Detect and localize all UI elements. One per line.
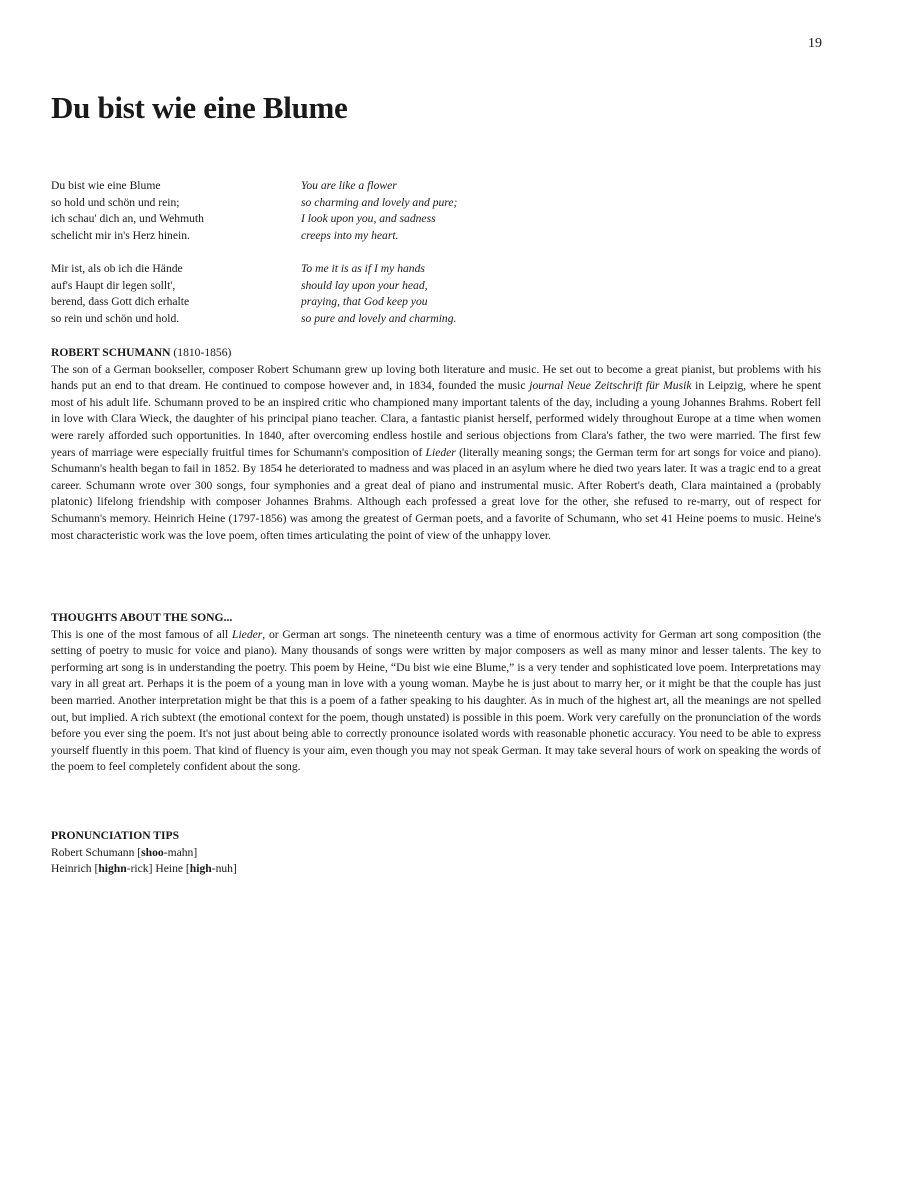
section-heading [51,345,821,362]
composer-bio-section [51,345,821,544]
thoughts-text: , or German art songs. The nineteenth century was a time of enormous activity for German art song composition (the setting of poetry to music for voice and piano). Many thousands of songs were written by major composers as well as many minor and lesser talents. The key to performing art song is in understanding the poetry. This poem by Heine, “Du bist wie eine Blume,” is a very tender and sophisticated love poem. Interpretations may vary in all great art. Perhaps it is the poem of a young man in love with a young woman. Maybe he is just about to marry her, or it might be that the couple has just been married. Another interpretation might be that this is a poem of a father speaking to his daughter. As in much of the highest art, all the meanings are not spelled out, but implied. A rich subtext (the emotional context for the poem, though unstated) is possible in this poem. Work very carefully on the pronunciation of the words before you ever sing the poem. It's not just about being able to correctly pronounce isolated words with reasonable phonetic accuracy. You need to be able to express yourself fluently in this poem. That kind of fluency is your aim, even though you may not speak German. It may take several hours of work on speaking the words of the poem to feel completely confident about the song. [51,627,821,774]
section-heading: PRONUNCIATION TIPS [51,829,180,842]
pron-text: Heinrich [ [51,862,99,876]
poem-line: berend, dass Gott dich erhalte [51,295,190,308]
page-title: Du bist wie eine Blume [51,90,348,125]
pron-text: -nuh] [211,862,237,876]
poem-line: Mir ist, als ob ich die Hände [51,262,183,275]
poem-line: praying, that God keep you [301,295,428,308]
poem-english [301,178,561,344]
bio-text: (literally meaning songs; the German term for art songs for voice and piano). Schumann's health began to fail in 1852. By 1854 he deteriorated to madness and was placed in an asylum where he died two years later. It was a tragic end to a great career. Schumann wrote over 300 songs, four symphonies and a great deal of piano and instrumental music. After Robert's death, Clara maintained a (probably platonic) lifelong friendship with composer Johannes Brahms. Although each professed a great love for the other, she refused to re-marry, out of respect for Schumann's memory. Heinrich Heine (1797-1856) was among the greatest of German poets, and a favorite of Schumann, who set 41 Heine poems to music. Heine's most characteristic work was the love poem, often times articulating the point of view of the unhappy lover. [51,445,822,542]
poem-stanza [301,178,561,244]
journal-title: journal Neue Zeitschrift für Musik [529,379,692,393]
lieder-term: Lieder [425,445,456,459]
pron-text: Robert Schumann [ [51,845,142,859]
thoughts-paragraph [51,627,821,776]
pronunciation-line [51,845,821,862]
poem-line: I look upon you, and sadness [301,212,436,225]
pron-text: -rick] Heine [ [126,862,190,876]
pronunciation-section [51,828,821,878]
poem-line: auf's Haupt dir legen sollt', [51,278,176,292]
poem-stanza [301,261,561,327]
poem-line: To me it is as if I my hands [301,262,425,275]
stressed-syllable: high [189,862,212,876]
thoughts-text: This is one of the most famous of all [51,627,232,641]
poem-line: schelicht mir in's Herz hinein. [51,228,190,242]
bio-text: in Leipzig, where he spent most of his adult life. Schumann proved to be an inspired critic who championed many important talents of the day, including a young Johannes Brahms. Robert fell in love with Clara Wieck, the daughter of his principal piano teacher. Clara, a fantastic pianist herself, performed widely throughout Europe at a time when women were rarely afforded such opportunities. In 1840, after overcoming endless hostile and serious objections from Clara's father, the two were married. The first few years of marriage were especially fruitful times for Schumann's composition of [51,379,821,459]
pronunciation-line [51,861,821,878]
poem-stanza [51,178,311,244]
lieder-term: Lieder [232,627,263,641]
bio-text: The son of a German bookseller, composer Robert Schumann grew up loving both literature and music. He set out to become a great pianist, but problems with his hands put an end to that dream. He continued to compose however and, in 1834, founded the music [51,362,821,393]
poem-line: so rein und schön und hold. [51,311,180,325]
page-number: 19 [808,36,822,51]
poem-line: You are like a flower [301,179,397,192]
bio-heading: ROBERT SCHUMANN [51,346,171,359]
poem-line: creeps into my heart. [301,228,399,242]
poem-stanza [51,261,311,327]
section-heading: THOUGHTS ABOUT THE SONG... [51,611,233,624]
poem-line: ich schau' dich an, und Wehmuth [51,212,204,225]
composer-dates: (1810-1856) [173,346,232,359]
bio-paragraph [51,362,821,545]
poem-line: so charming and lovely and pure; [301,195,458,209]
poem-line: should lay upon your head, [301,278,428,292]
thoughts-section [51,610,821,776]
poem-line: so pure and lovely and charming. [301,311,457,325]
poem-line: Du bist wie eine Blume [51,179,161,192]
poem-line: so hold und schön und rein; [51,195,180,209]
stressed-syllable: highn [98,862,127,876]
stressed-syllable: shoo [141,845,164,859]
poem-german [51,178,311,344]
pron-text: -mahn] [163,845,198,859]
